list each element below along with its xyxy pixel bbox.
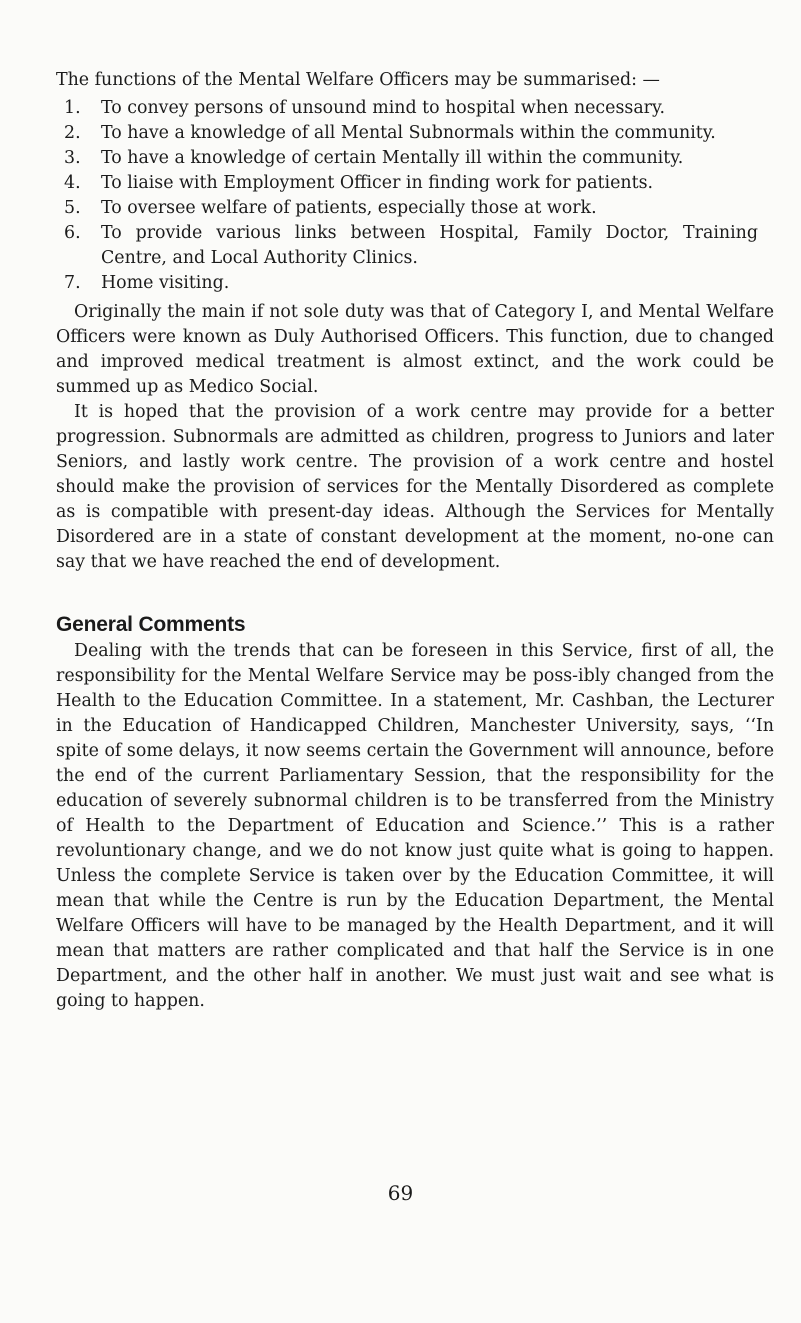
- list-item-text: To convey persons of unsound mind to hospital when necessary.: [101, 98, 666, 118]
- document-page: [56, 68, 774, 1014]
- list-item: [56, 271, 774, 296]
- list-item-number: 6.: [64, 223, 81, 243]
- page-number: 69: [387, 1181, 414, 1205]
- list-item: [56, 96, 774, 121]
- list-item-text: Home visiting.: [101, 273, 230, 293]
- list-item-text: To liaise with Employment Officer in finding work for patients.: [101, 173, 654, 193]
- list-item-number: 4.: [64, 173, 81, 193]
- paragraph-category-one: Originally the main if not sole duty was that of Category I, and Mental Welfare Officers were known as Duly Authorised Officers. This function, due to changed and improved medical treatment is almost extinct, and the work could be summed up as Medico Social.: [56, 302, 774, 397]
- list-item-text: To have a knowledge of all Mental Subnormals within the community.: [101, 123, 716, 143]
- list-item-number: 3.: [64, 148, 81, 168]
- list-item: [56, 146, 774, 171]
- paragraph-work-centre: It is hoped that the provision of a work centre may provide for a better progression. Subnormals are admitted as children, progress to Juniors and later Seniors, and lastly work centre. The provision of a work centre and hostel should make the provision of services for the Mentally Disordered as complete as is compatible with present-day ideas. Although the Services for Mentally Disordered are in a state of constant development at the moment, no-one can say that we have reached the end of development.: [56, 402, 774, 572]
- paragraph-general-comments: Dealing with the trends that can be foreseen in this Service, first of all, the responsibility for the Mental Welfare Service may be poss-ibly changed from the Health to the Education Committee. In a statement, Mr. Cashban, the Lecturer in the Education of Handicapped Children, Manchester University, says, ‘‘In spite of some delays, it now seems certain the Government will announce, before the end of the current Parliamentary Session, that the responsibility for the education of severely subnormal children is to be transferred from the Ministry of Health to the Department of Education and Science.’’ This is a rather revoluntionary change, and we do not know just quite what is going to happen. Unless the complete Service is taken over by the Education Committee, it will mean that while the Centre is run by the Education Department, the Mental Welfare Officers will have to be managed by the Health Department, and it will mean that matters are rather complicated and that half the Service is in one Department, and the other half in another. We must just wait and see what is going to happen.: [56, 641, 774, 1011]
- list-item-number: 5.: [64, 198, 81, 218]
- list-item: [56, 221, 774, 271]
- list-item-text: To oversee welfare of patients, especially those at work.: [101, 198, 597, 218]
- list-item-number: 7.: [64, 273, 81, 293]
- section-heading-general-comments: General Comments: [56, 613, 246, 636]
- list-item: [56, 121, 774, 146]
- functions-list: [56, 96, 774, 296]
- list-item: [56, 196, 774, 221]
- list-item-number: 1.: [64, 98, 81, 118]
- list-item-text: To provide various links between Hospital, Family Doctor, Training Centre, and Local Authority Clinics.: [101, 223, 758, 268]
- list-item: [56, 171, 774, 196]
- list-item-text: To have a knowledge of certain Mentally ill within the community.: [101, 148, 684, 168]
- list-item-number: 2.: [64, 123, 81, 143]
- intro-sentence: The functions of the Mental Welfare Officers may be summarised: —: [56, 70, 660, 90]
